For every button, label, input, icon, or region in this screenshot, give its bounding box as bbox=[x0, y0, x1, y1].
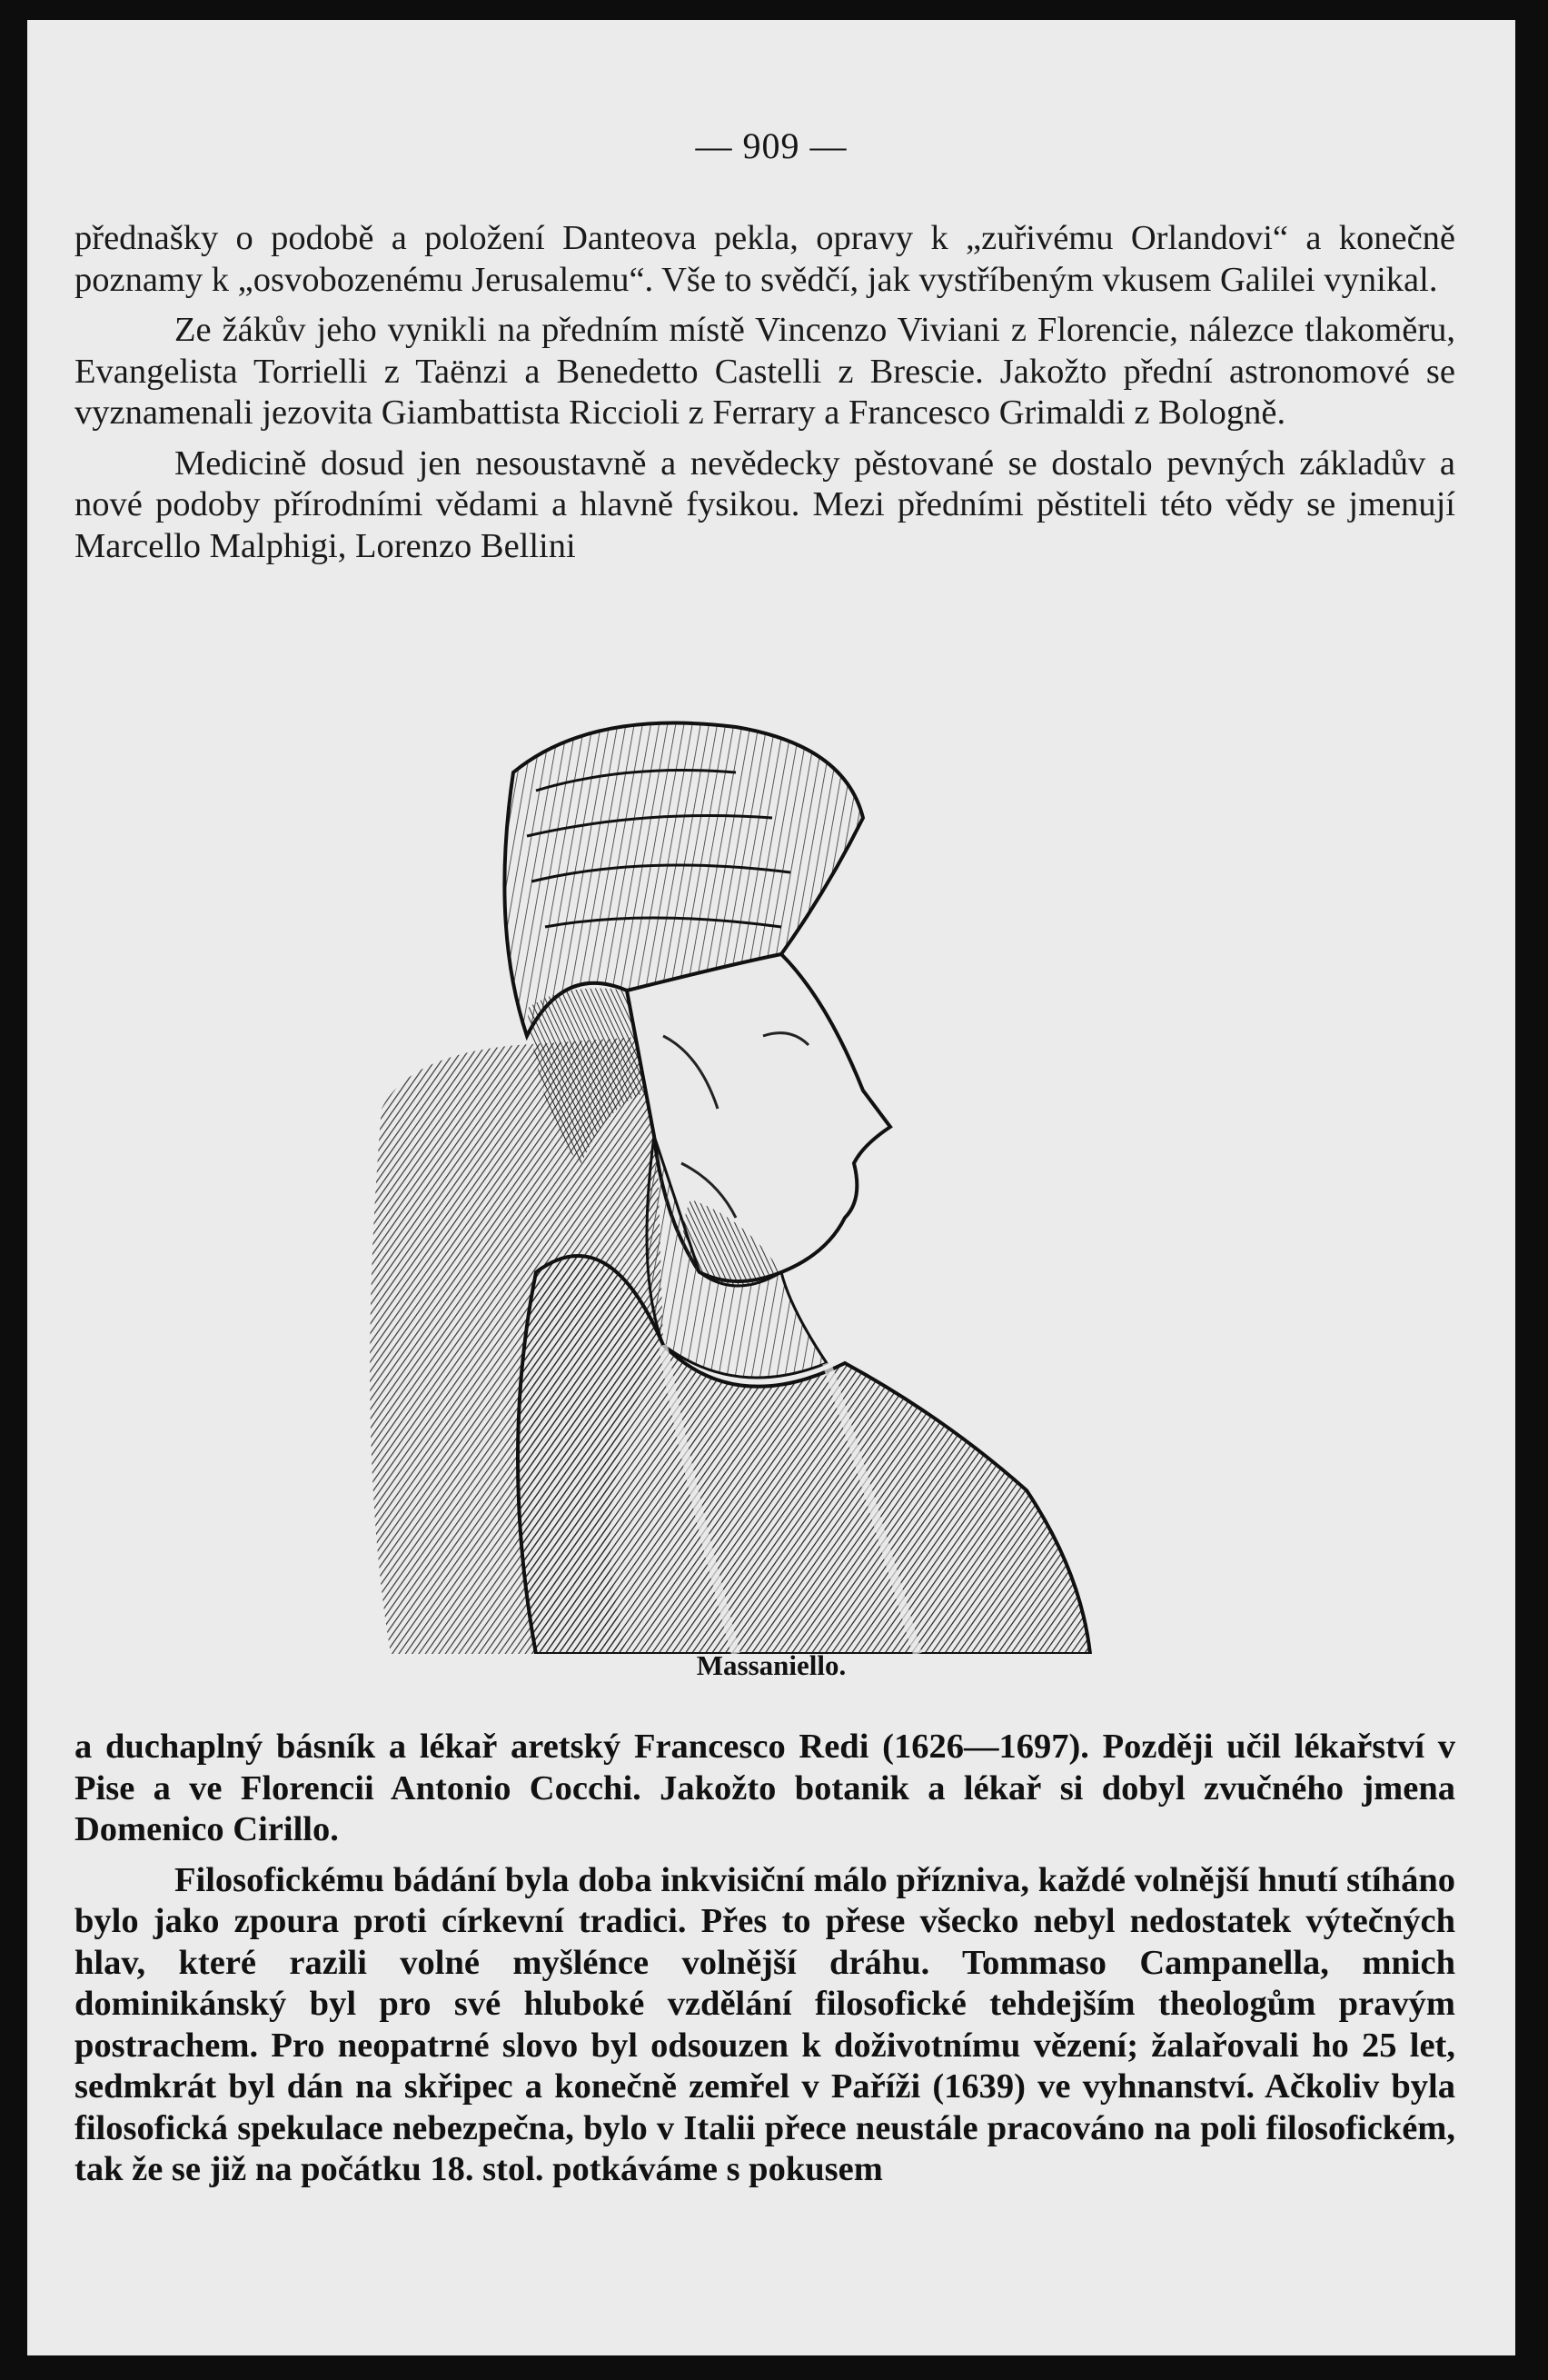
paragraph-3: Medicině dosud jen nesoustavně a nevědecky pěstované se dostalo pevných základův a nové podoby přírodními vědami a hlavně fysikou. Mezi předními pěstiteli této vědy se jmenují Marcello Malphigi, Lorenzo Bellini bbox=[74, 443, 1455, 565]
upper-text bbox=[74, 218, 1455, 567]
lower-text bbox=[74, 1727, 1455, 2191]
illustration-caption: Massaniello. bbox=[696, 1649, 847, 1681]
page-number: — 909 — bbox=[695, 125, 848, 166]
paragraph-1: přednašky o podobě a položení Danteova pekla, opravy k „zuřivému Orlandovi“ a konečně poznamy k „osvobozenému Jerusalemu“. Vše to svědčí, jak vystříbeným vkusem Galilei vynikal. bbox=[74, 219, 1455, 299]
book-page bbox=[27, 20, 1515, 2355]
paragraph-2: Ze žákův jeho vynikli na předním místě Vincenzo Viviani z Florencie, nálezce tlakoměru, Evangelista Torrielli z Taënzi a Benedetto Castelli z Brescie. Jakožto přední astronomové se vyznamenali jezovita Giambattista Riccioli z Ferrary a Francesco Grimaldi z Bologně. bbox=[74, 311, 1455, 432]
paragraph-4: a duchaplný básník a lékař aretský Francesco Redi (1626—1697). Později učil lékařství v Pise a ve Florencii Antonio Cocchi. Jakožto botanik a lékař si dobyl zvučného jmena Domenico Cirillo. bbox=[74, 1728, 1455, 1848]
portrait-illustration bbox=[354, 709, 1136, 1654]
paragraph-5: Filosofickému bádání byla doba inkvisiční málo přízniva, každé volnější hnutí stíháno bylo jako zpoura proti církevní tradici. Přes to přese všecko nebyl nedostatek výtečných hlav, které razili volné myšlénce volnější dráhu. Tommaso Campanella, mnich dominikánský byl pro své hluboké vzdělání filosofické tehdejším theologům pravým postrachem. Pro neopatrné slovo byl odsouzen k doživotnímu vězení; žalařovali ho 25 let, sedmkrát byl dán na skřipec a konečně zemřel v Paříži (1639) ve vyhnanství. Ačkoliv byla filosofická spekulace nebezpečna, bylo v Italii přece neustále pracováno na poli filosofickém, tak že se již na počátku 18. stol. potkáváme s pokusem bbox=[74, 1860, 1455, 2188]
